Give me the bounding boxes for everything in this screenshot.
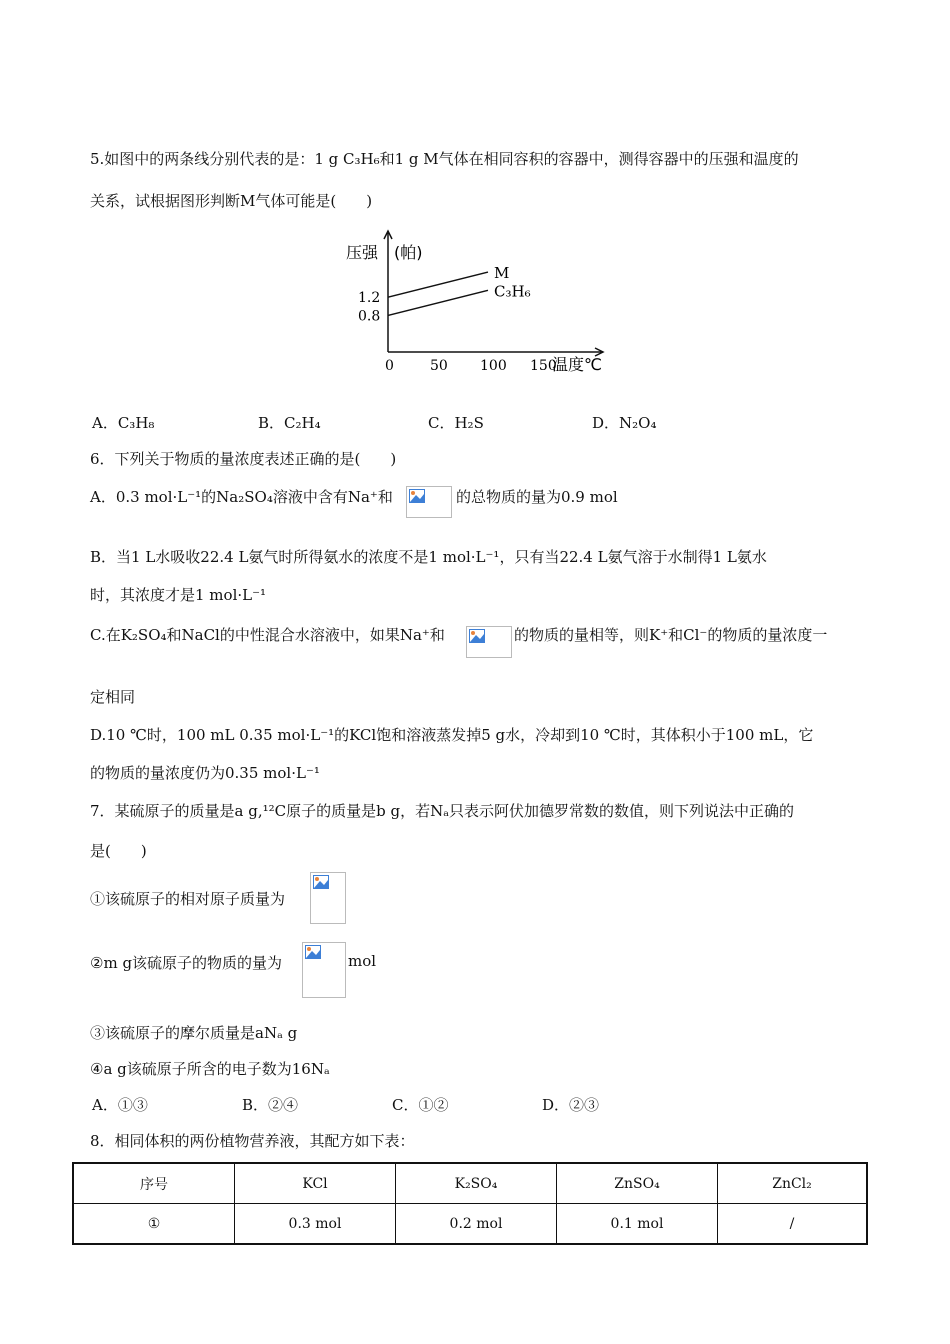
x-tick-label: 150 — [530, 358, 557, 374]
table-cell: 0.1 mol — [557, 1204, 718, 1245]
table-header-cell: K₂SO₄ — [396, 1163, 557, 1204]
q7-stem-line1: 7．某硫原子的质量是a g,¹²C原子的质量是b g，若Nₐ只表示阿伏加德罗常数的数值，则下列说法中正确的 — [90, 802, 795, 820]
q5-option-b: B．C₂H₄ — [258, 414, 321, 432]
broken-image-icon — [469, 629, 485, 643]
q5-stem-line1: 5.如图中的两条线分别代表的是：1 g C₃H₆和1 g M气体在相同容积的容器中，测得容器中的压强和温度的 — [90, 150, 799, 168]
q6-option-c-post: 的物质的量相等，则K⁺和Cl⁻的物质的量浓度一 — [514, 626, 828, 644]
table-cell: ① — [73, 1204, 235, 1245]
table-cell: / — [718, 1204, 868, 1245]
x-tick-label: 50 — [430, 358, 448, 374]
q6-option-b-line1: B．当1 L水吸收22.4 L氨气时所得氨水的浓度不是1 mol·L⁻¹，只有当22.4 L氨气溶于水制得1 L氨水 — [90, 548, 767, 566]
q6-stem: 6．下列关于物质的量浓度表述正确的是( ) — [90, 450, 397, 468]
q6-option-c-pre: C.在K₂SO₄和NaCl的中性混合水溶液中，如果Na⁺和 — [90, 626, 445, 644]
series-label: C₃H₆ — [494, 282, 531, 301]
broken-image-icon — [313, 875, 329, 889]
q7-statement-1: ①该硫原子的相对原子质量为 — [90, 890, 286, 908]
q7-statement-2-image — [302, 942, 346, 998]
q7-statement-2-post: mol — [348, 952, 377, 970]
y-tick-label: 1.2 — [358, 290, 381, 307]
table-header-row — [73, 1163, 867, 1204]
q6-option-a-post: 的总物质的量为0.9 mol — [456, 488, 618, 506]
q6-option-b-line2: 时，其浓度才是1 mol·L⁻¹ — [90, 586, 267, 604]
q7-option-a: A．①③ — [92, 1096, 148, 1114]
q6-option-c-line2: 定相同 — [90, 688, 136, 706]
x-tick-label: 100 — [480, 358, 507, 374]
chart-xlabel: 温度℃ — [552, 355, 602, 374]
q8-stem: 8．相同体积的两份植物营养液，其配方如下表： — [90, 1132, 415, 1150]
chart-ylabel: 压强 (帕) — [346, 243, 423, 262]
table-row — [73, 1204, 867, 1245]
broken-image-icon — [305, 945, 321, 959]
table-header-cell: ZnCl₂ — [718, 1163, 868, 1204]
table-cell: 0.3 mol — [235, 1204, 396, 1245]
series-label: M — [494, 264, 510, 283]
q7-stem-line2: 是( ) — [90, 842, 147, 860]
q5-option-c: C．H₂S — [428, 414, 484, 432]
q7-statement-4: ④a g该硫原子所含的电子数为16Nₐ — [90, 1060, 330, 1078]
y-tick-label: 0.8 — [358, 308, 381, 325]
q6-option-c-image — [466, 626, 512, 658]
q7-option-b: B．②④ — [242, 1096, 299, 1114]
q7-statement-2-pre: ②m g该硫原子的物质的量为 — [90, 954, 283, 972]
q5-stem-line2: 关系，试根据图形判断M气体可能是( ) — [90, 192, 373, 210]
table-header-cell: ZnSO₄ — [557, 1163, 718, 1204]
pressure-temperature-chart — [330, 225, 630, 385]
q7-option-c: C．①② — [392, 1096, 449, 1114]
table-header-cell: 序号 — [73, 1163, 235, 1204]
table-header-cell: KCl — [235, 1163, 396, 1204]
q6-option-a-pre: A．0.3 mol·L⁻¹的Na₂SO₄溶液中含有Na⁺和 — [90, 488, 393, 506]
q6-option-a-image — [406, 486, 452, 518]
q6-option-d-line1: D.10 ℃时，100 mL 0.35 mol·L⁻¹的KCl饱和溶液蒸发掉5 g水，冷却到10 ℃时，其体积小于100 mL，它 — [90, 726, 814, 744]
table-cell: 0.2 mol — [396, 1204, 557, 1245]
q5-option-a: A．C₃H₈ — [92, 414, 155, 432]
q6-option-d-line2: 的物质的量浓度仍为0.35 mol·L⁻¹ — [90, 764, 320, 782]
nutrient-formula-table — [72, 1162, 868, 1245]
broken-image-icon — [409, 489, 425, 503]
q7-statement-3: ③该硫原子的摩尔质量是aNₐ g — [90, 1024, 298, 1042]
q7-option-d: D．②③ — [542, 1096, 600, 1114]
q7-statement-1-image — [310, 872, 346, 924]
x-tick-label: 0 — [385, 358, 394, 374]
q5-option-d: D．N₂O₄ — [592, 414, 657, 432]
